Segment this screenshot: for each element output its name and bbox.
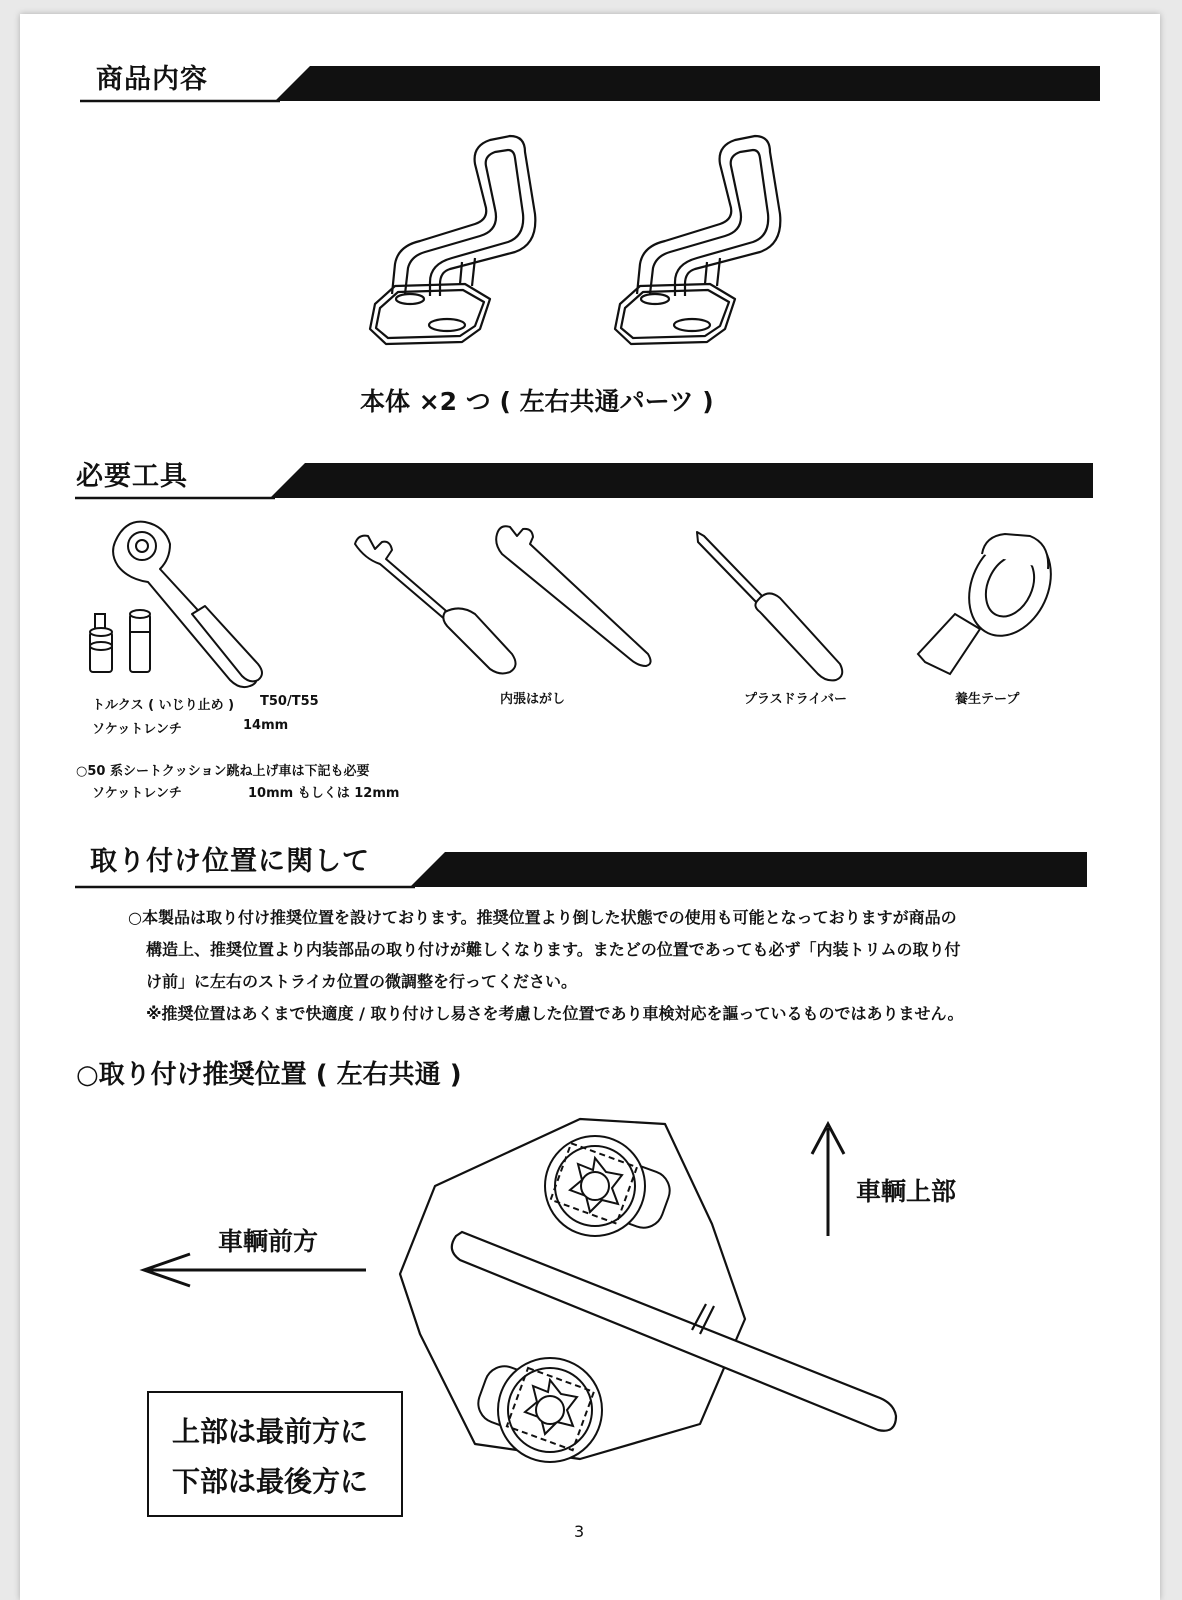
- section-title-contents: 商品内容: [96, 64, 208, 95]
- recommended-position-diagram: [20, 14, 1160, 1600]
- extra-tool-note: ○50 系シートクッション跳ね上げ車は下記も必要: [76, 764, 370, 779]
- arrow-up-icon: [812, 1124, 844, 1236]
- position-paragraph-4: ※推奨位置はあくまで快適度 / 取り付けし易さを考慮した位置であり車検対応を謳っているものではありません。: [146, 1004, 964, 1023]
- extra-socket-label: ソケットレンチ: [92, 786, 182, 801]
- vehicle-front-label: 車輌前方: [218, 1227, 319, 1256]
- note-box: [148, 1392, 402, 1516]
- note-box-line-2: 下部は最後方に: [172, 1465, 369, 1498]
- manual-page: [20, 14, 1160, 1600]
- arrow-left-icon: [144, 1254, 366, 1286]
- recommended-position-title: ○取り付け推奨位置 ( 左右共通 ): [76, 1060, 462, 1090]
- position-paragraph-3: け前」に左右のストライカ位置の微調整を行ってください。: [146, 972, 578, 991]
- position-paragraph-1: ○本製品は取り付け推奨位置を設けております。推奨位置より倒した状態での使用も可能となっておりますが商品の: [128, 908, 957, 927]
- note-box-line-1: 上部は最前方に: [172, 1415, 369, 1448]
- screwdriver-label: プラスドライバー: [744, 692, 847, 707]
- position-paragraph-2: 構造上、推奨位置より内装部品の取り付けが難しくなります。またどの位置であっても必ず「内装トリムの取り付: [146, 940, 961, 959]
- vehicle-top-label: 車輌上部: [856, 1177, 957, 1206]
- page-number: 3: [574, 1522, 585, 1541]
- section-title-tools: 必要工具: [76, 461, 188, 492]
- product-caption: 本体 ×2 つ ( 左右共通パーツ ): [360, 387, 714, 416]
- extra-socket-size: 10mm もしくは 12mm: [248, 786, 400, 801]
- section-title-position: 取り付け位置に関して: [90, 846, 370, 877]
- torx-size: T50/T55: [260, 694, 319, 709]
- socket-size: 14mm: [243, 718, 289, 733]
- socket-label: ソケットレンチ: [92, 722, 182, 737]
- trim-remover-label: 内張はがし: [500, 692, 566, 707]
- tape-label: 養生テープ: [955, 692, 1020, 707]
- torx-label: トルクス ( いじり止め ): [92, 698, 235, 713]
